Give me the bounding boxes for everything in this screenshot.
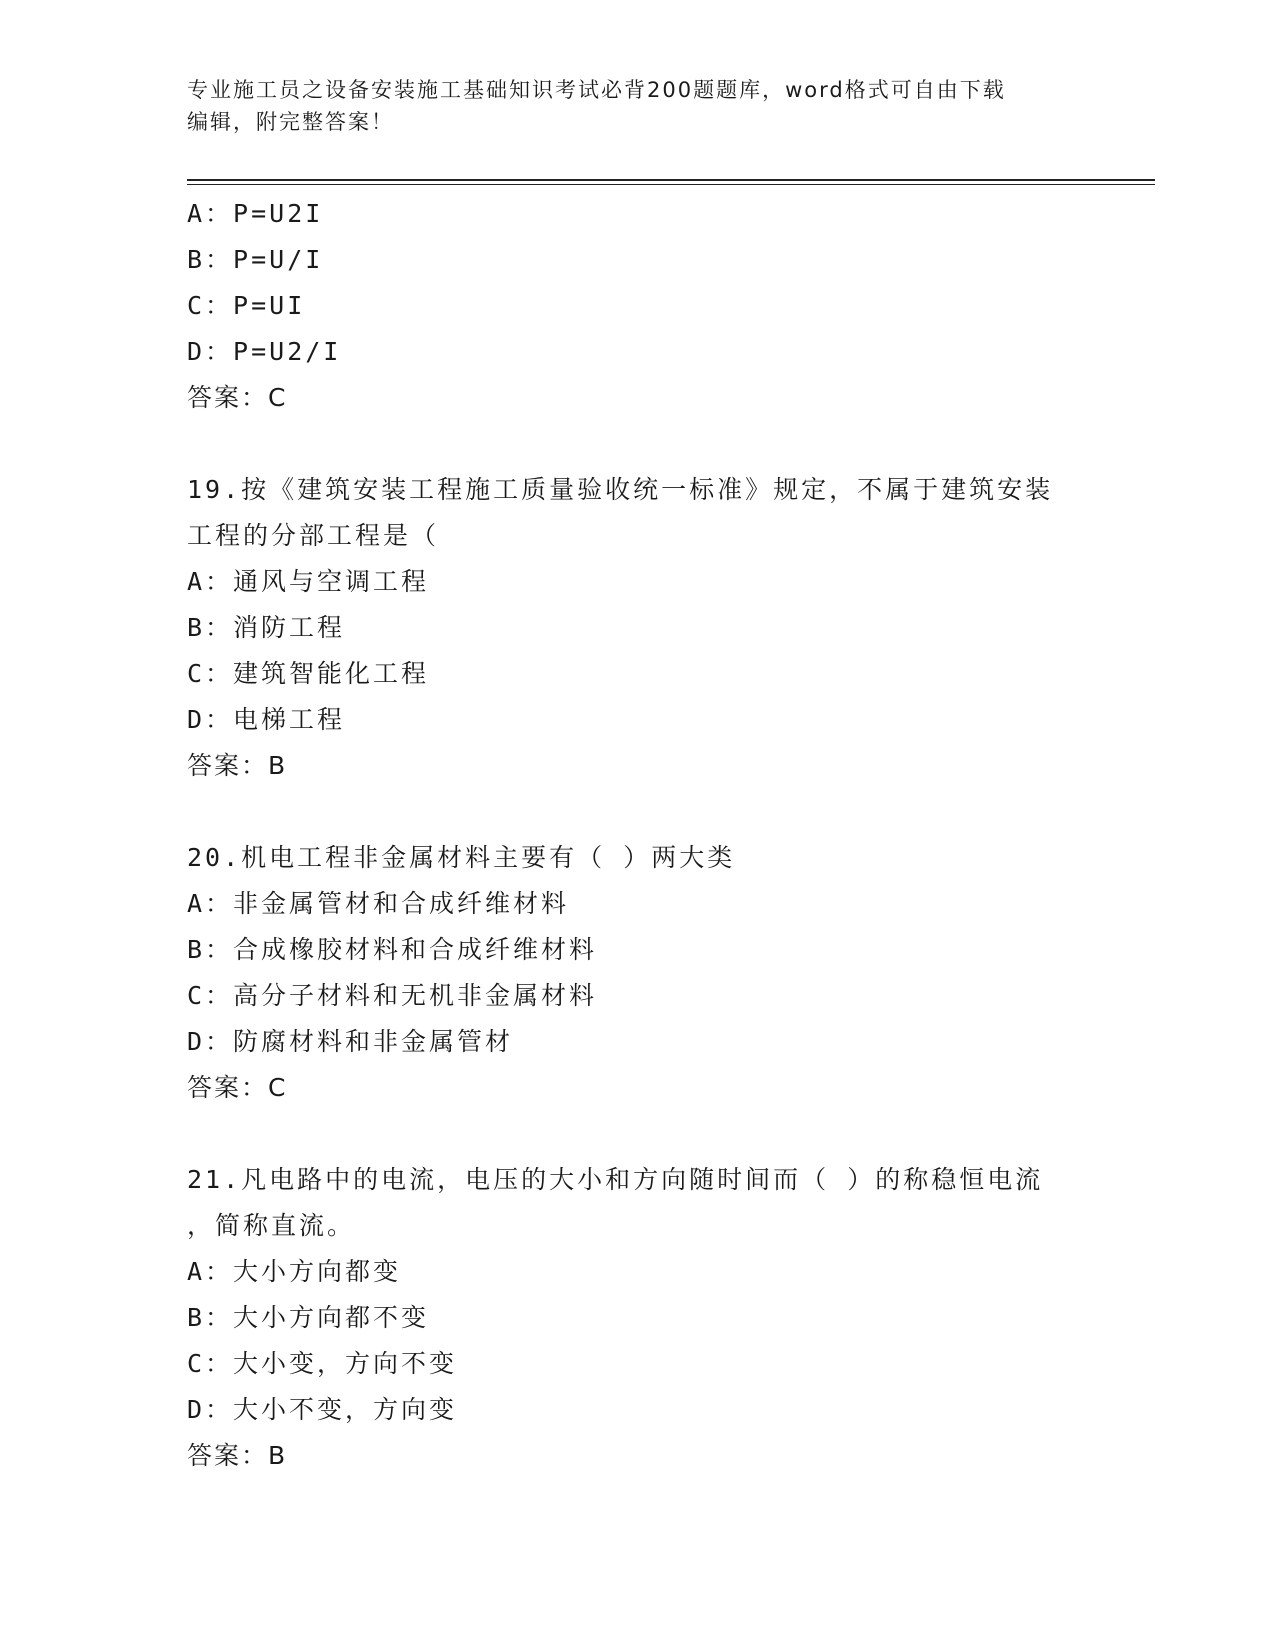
option-c: C：高分子材料和无机非金属材料 xyxy=(187,981,598,1010)
option-b: B：大小方向都不变 xyxy=(187,1303,430,1332)
question-block-21 xyxy=(187,1157,1087,1479)
option-d: D：防腐材料和非金属管材 xyxy=(187,1027,514,1056)
spacer xyxy=(187,421,1087,467)
option-d: D：P=U2/I xyxy=(187,337,342,366)
answer-line: 答案：C xyxy=(187,383,288,412)
answer-line: 答案：C xyxy=(187,1073,288,1102)
question-block-20 xyxy=(187,835,1087,1111)
option-b: B：消防工程 xyxy=(187,613,346,642)
question-list xyxy=(187,191,1087,1479)
option-a: A：大小方向都变 xyxy=(187,1257,402,1286)
option-c: C：建筑智能化工程 xyxy=(187,659,430,688)
option-a: A：P=U2I xyxy=(187,199,324,228)
option-b: B：P=U/I xyxy=(187,245,324,274)
option-a: A：非金属管材和合成纤维材料 xyxy=(187,889,570,918)
question-block-19 xyxy=(187,467,1087,789)
question-block-18 xyxy=(187,191,1087,421)
answer-line: 答案：B xyxy=(187,1441,288,1470)
header-divider-thin xyxy=(187,184,1155,185)
option-a: A：通风与空调工程 xyxy=(187,567,430,596)
header-title-line-2: 编辑，附完整答案！ xyxy=(187,110,394,134)
option-c: C：大小变，方向不变 xyxy=(187,1349,458,1378)
answer-line: 答案：B xyxy=(187,751,288,780)
option-d: D：电梯工程 xyxy=(187,705,346,734)
question-stem-line: 19.按《建筑安装工程施工质量验收统一标准》规定，不属于建筑安装 xyxy=(187,475,1054,504)
question-stem-line: 20.机电工程非金属材料主要有（ ）两大类 xyxy=(187,843,736,872)
spacer xyxy=(187,1111,1087,1157)
option-d: D：大小不变，方向变 xyxy=(187,1395,458,1424)
header-title-line-1: 专业施工员之设备安装施工基础知识考试必背200题题库，word格式可自由下载 xyxy=(187,78,1006,102)
question-stem-line: 工程的分部工程是（ xyxy=(187,521,440,550)
spacer xyxy=(187,789,1087,835)
option-b: B：合成橡胶材料和合成纤维材料 xyxy=(187,935,598,964)
option-c: C：P=UI xyxy=(187,291,306,320)
question-stem-line: 21.凡电路中的电流，电压的大小和方向随时间而（ ）的称稳恒电流 xyxy=(187,1165,1044,1194)
document-header xyxy=(187,74,1067,138)
header-divider-thick xyxy=(187,179,1155,181)
question-stem-line: ，简称直流。 xyxy=(187,1211,356,1240)
